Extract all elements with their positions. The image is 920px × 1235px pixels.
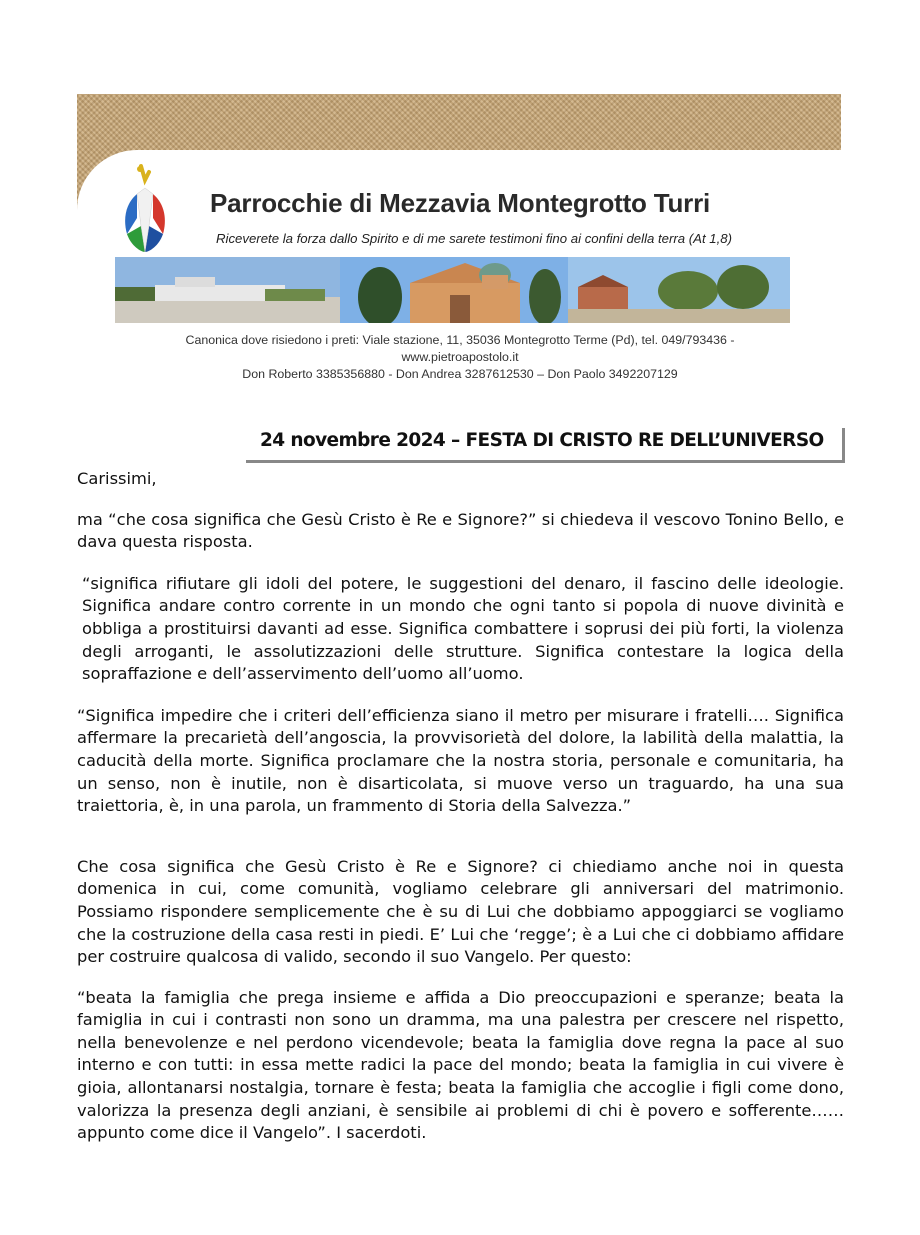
letter-paragraph-4: Che cosa significa che Gesù Cristo è Re e Signore? ci chiediamo anche noi in questa domenica in cui, come comunità, vogliamo celebrare gli anniversari del matrimonio. Possiamo rispondere semplicemente che è su di Lui che dobbiamo appoggiarci se vogliamo che la costruzione della casa resti in piedi. E’ Lui che ‘regge’; è a Lui che ci dobbiamo affidare per costruire qualcosa di valido, secondo il suo Vangelo. Per questo: <box>77 856 844 967</box>
parish-title: Parrocchie di Mezzavia Montegrotto Turri <box>210 188 711 218</box>
letter-paragraph-1: ma “che cosa significa che Gesù Cristo è Re e Signore?” si chiedeva il vescovo Tonino Bello, e dava questa risposta. <box>77 509 844 552</box>
church-photo-left <box>115 257 340 323</box>
photo-strip <box>115 257 790 323</box>
page-headline: 24 novembre 2024 – FESTA DI CRISTO RE DELL’UNIVERSO <box>260 430 824 451</box>
letter-body <box>77 468 844 1145</box>
letter-paragraph-2: “significa rifiutare gli idoli del potere, le suggestioni del denaro, il fascino delle ideologie. Significa andare contro corrente in un mondo che ogni tanto si popola di nuove divinità e obbliga a prostituirsi davanti ad esse. Significa combattere i soprusi dei più forti, la violenza degli arroganti, le assolutizzazioni delle strutture. Significa contestare la logica della sopraffazione e dell’asservimento dell’uomo all’uomo. <box>82 573 844 684</box>
contact-block <box>0 332 920 383</box>
parish-logo-icon <box>115 160 175 260</box>
letter-greeting: Carissimi, <box>77 469 157 488</box>
letter-paragraph-5: “beata la famiglia che prega insieme e affida a Dio preoccupazioni e speranze; beata la famiglia in cui i contrasti non sono un dramma, ma una palestra per crescere nel rispetto, nella benevolenze e nel perdono vicendevole; beata la famiglia dove regna la pace al suo interno e con tutti: in essa mette radici la pace del mondo; beata la famiglia in cui vivere è gioia, allontanarsi nostalgia, tornare è festa; beata la famiglia che accoglie i figli come dono, valorizza la presenza degli anziani, è sensibile ai problemi di chi è povero e sofferente…… appunto come dice il Vangelo”. I sacerdoti. <box>77 987 844 1143</box>
church-photo-right <box>568 257 790 323</box>
contact-website[interactable]: www.pietroapostolo.it <box>401 350 519 364</box>
church-photo-center <box>340 257 568 323</box>
letter-paragraph-3: “Significa impedire che i criteri dell’efficienza siano il metro per misurare i fratelli…. Significa affermare la precarietà dell’angoscia, la provvisorietà del dolore, la labilità della malattia, la caducità della morte. Significa proclamare che la nostra storia, personale e comunitaria, ha un senso, non è inutile, non è disarticolata, si muove verso un traguardo, ha una sua traiettoria, è, in una parola, un frammento di Storia della Salvezza.” <box>77 705 844 816</box>
contact-priests: Don Roberto 3385356880 - Don Andrea 3287612530 – Don Paolo 3492207129 <box>242 367 678 381</box>
parish-motto: Riceverete la forza dallo Spirito e di me sarete testimoni fino ai confini della terra (At 1,8) <box>216 231 733 246</box>
contact-address: Canonica dove risiedono i preti: Viale stazione, 11, 35036 Montegrotto Terme (Pd), tel. 049/793436 - <box>185 333 735 347</box>
